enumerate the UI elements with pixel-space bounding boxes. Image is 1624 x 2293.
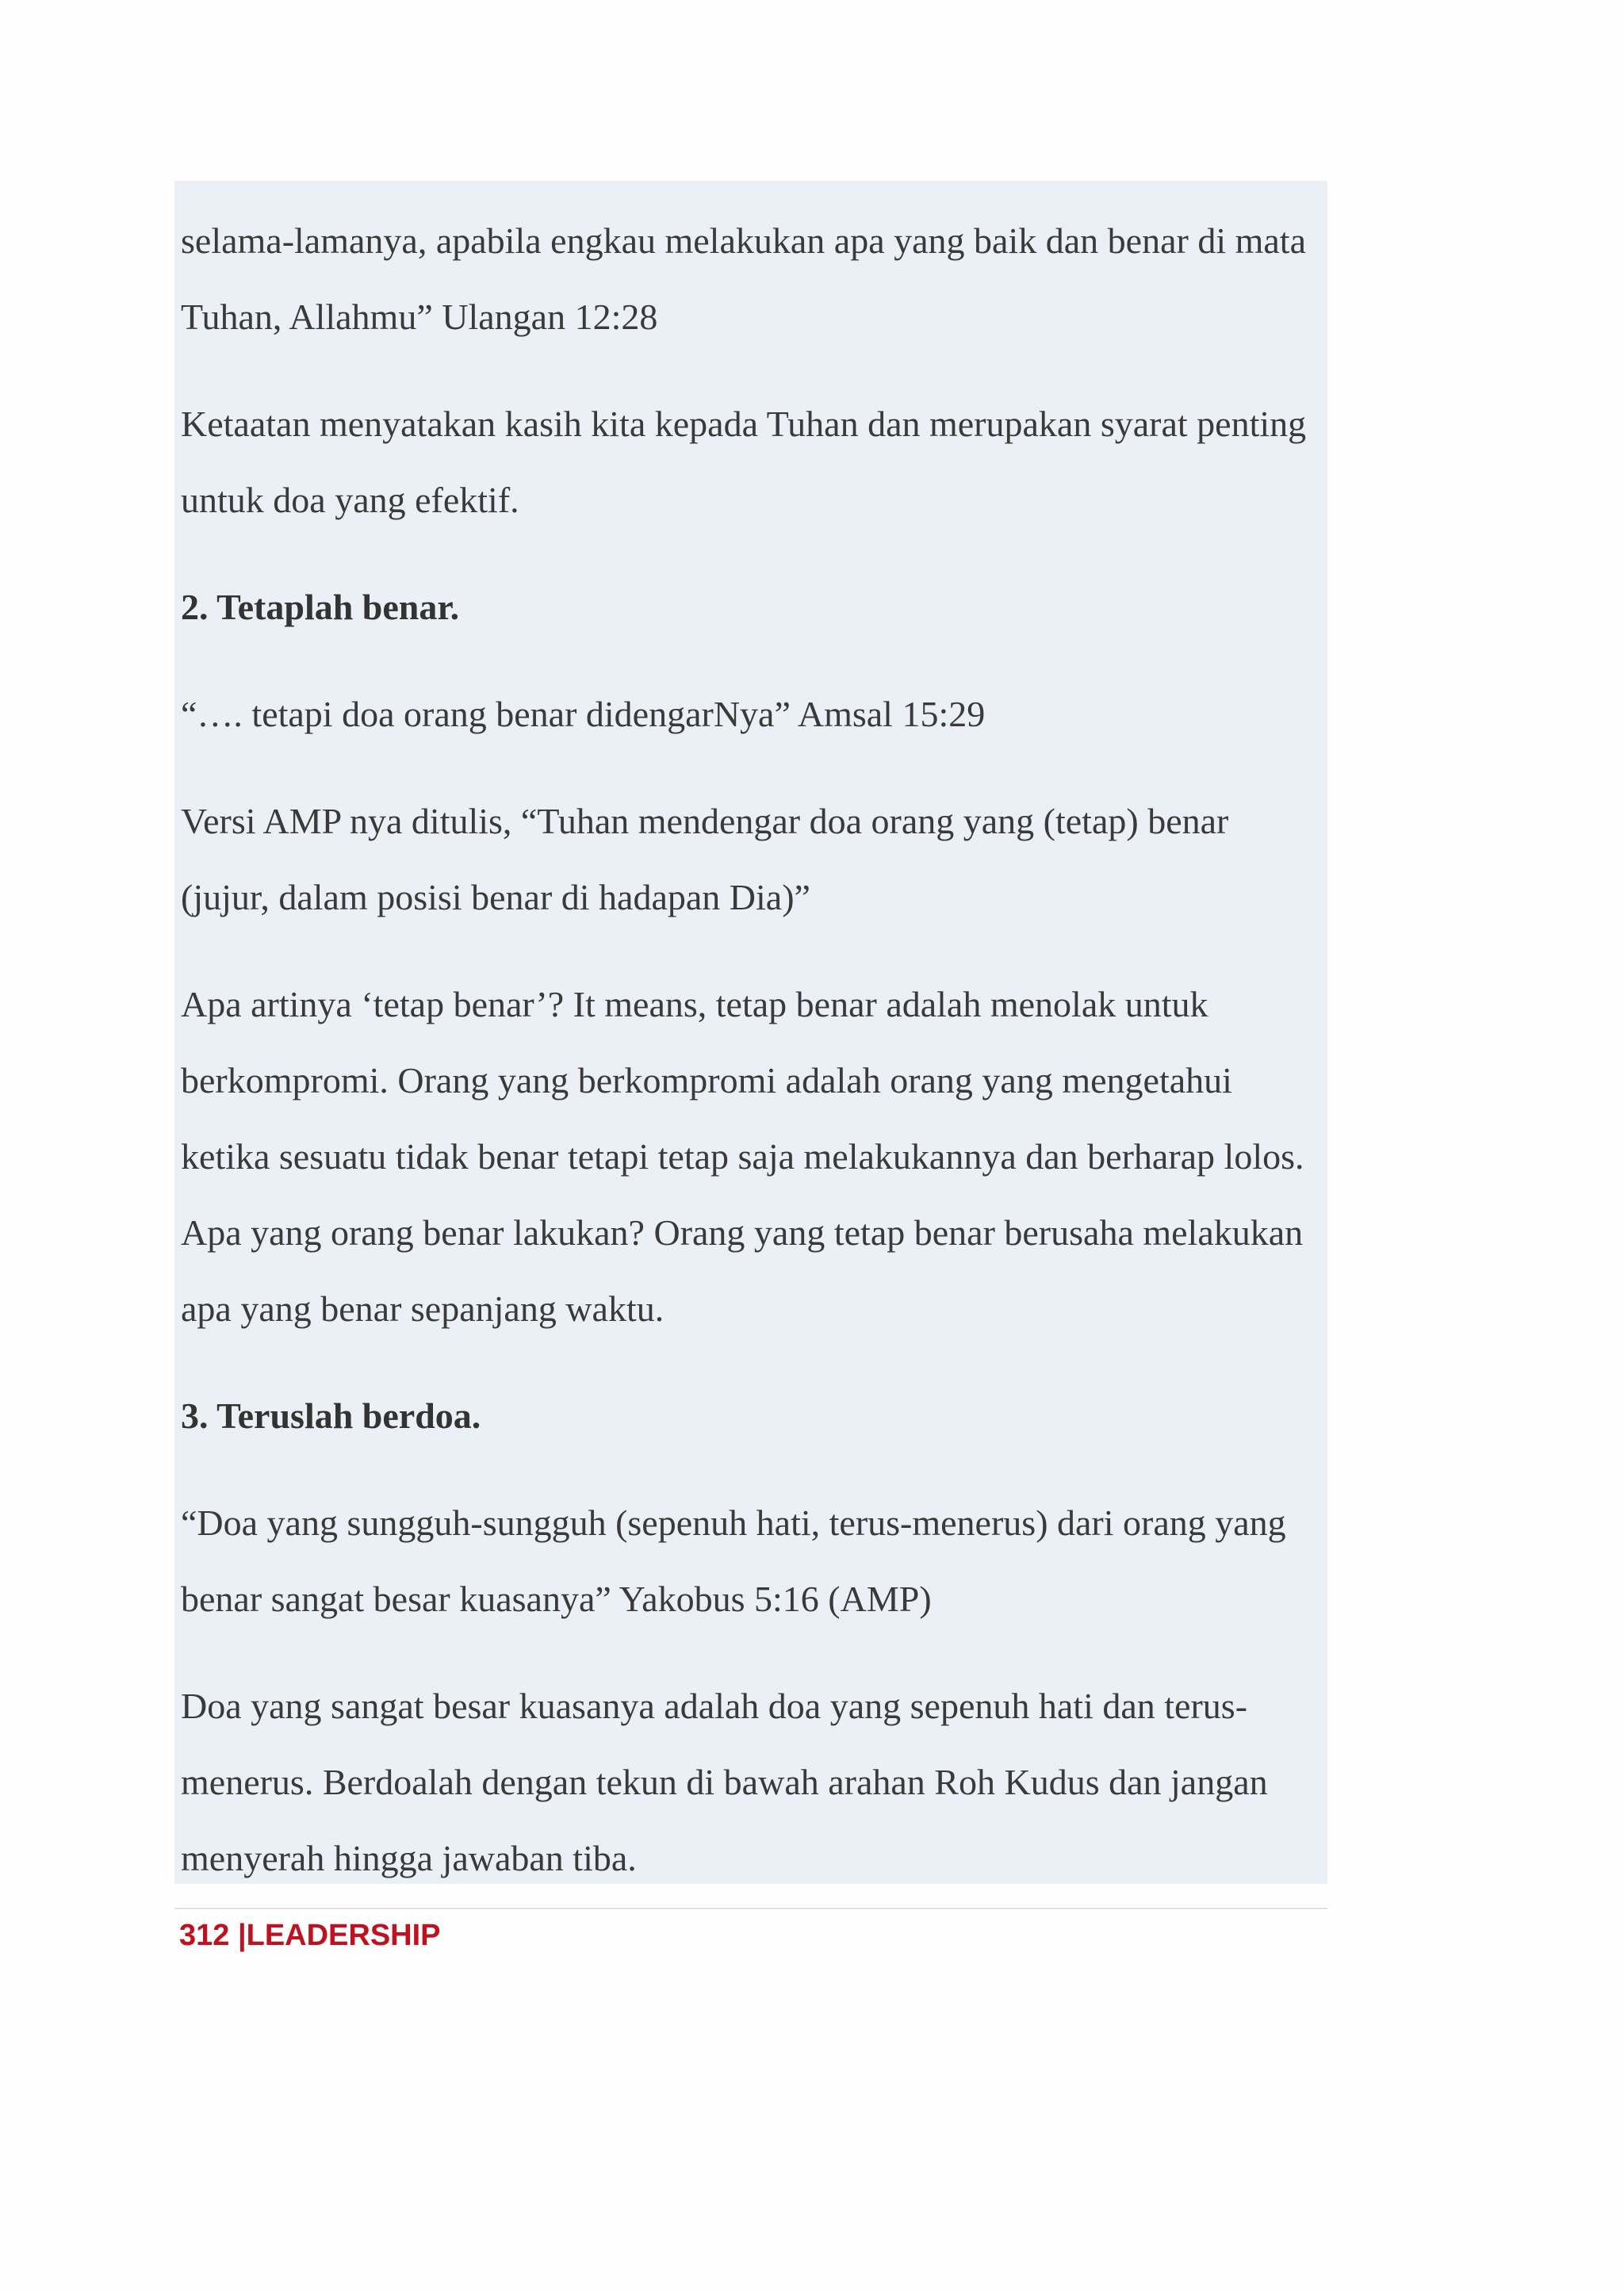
paragraph-obedience: Ketaatan menyatakan kasih kita kepada Tuhan dan merupakan syarat penting untuk doa yang efektif. <box>181 404 1307 520</box>
paragraph-powerful-prayer: Doa yang sangat besar kuasanya adalah doa yang sepenuh hati dan terus-menerus. Berdoalah dengan tekun di bawah arahan Roh Kudus dan jangan menyerah hingga jawaban tiba. <box>181 1686 1268 1878</box>
page-number: 312 <box>179 1919 230 1952</box>
heading-stay-righteous: 2. Tetaplah benar. <box>181 587 460 627</box>
heading-keep-praying: 3. Teruslah berdoa. <box>181 1395 481 1436</box>
footer-section-title: LEADERSHIP <box>246 1919 441 1952</box>
footer-separator: | <box>229 1919 247 1952</box>
footer-divider <box>174 1908 1327 1909</box>
paragraph-proverbs-quote: “…. tetapi doa orang benar didengarNya” Amsal 15:29 <box>181 694 986 734</box>
paragraph-deuteronomy-quote: selama-lamanya, apabila engkau melakukan apa yang baik dan benar di mata Tuhan, Allahmu” Ulangan 12:28 <box>181 220 1306 337</box>
body-text <box>181 203 1323 1927</box>
paragraph-james-quote: “Doa yang sungguh-sungguh (sepenuh hati, terus-menerus) dari orang yang benar sangat besar kuasanya” Yakobus 5:16 (AMP) <box>181 1503 1286 1619</box>
paragraph-meaning-righteous: Apa artinya ‘tetap benar’? It means, tetap benar adalah menolak untuk berkompromi. Orang yang berkompromi adalah orang yang mengetahui ketika sesuatu tidak benar tetapi tetap saja melakukannya dan berharap lolos. Apa yang orang benar lakukan? Orang yang tetap benar berusaha melakukan apa yang benar sepanjang waktu. <box>181 984 1304 1329</box>
page-footer <box>179 1916 441 1955</box>
content-panel <box>174 181 1327 1884</box>
paragraph-amp-version: Versi AMP nya ditulis, “Tuhan mendengar doa orang yang (tetap) benar (jujur, dalam posisi benar di hadapan Dia)” <box>181 801 1229 917</box>
